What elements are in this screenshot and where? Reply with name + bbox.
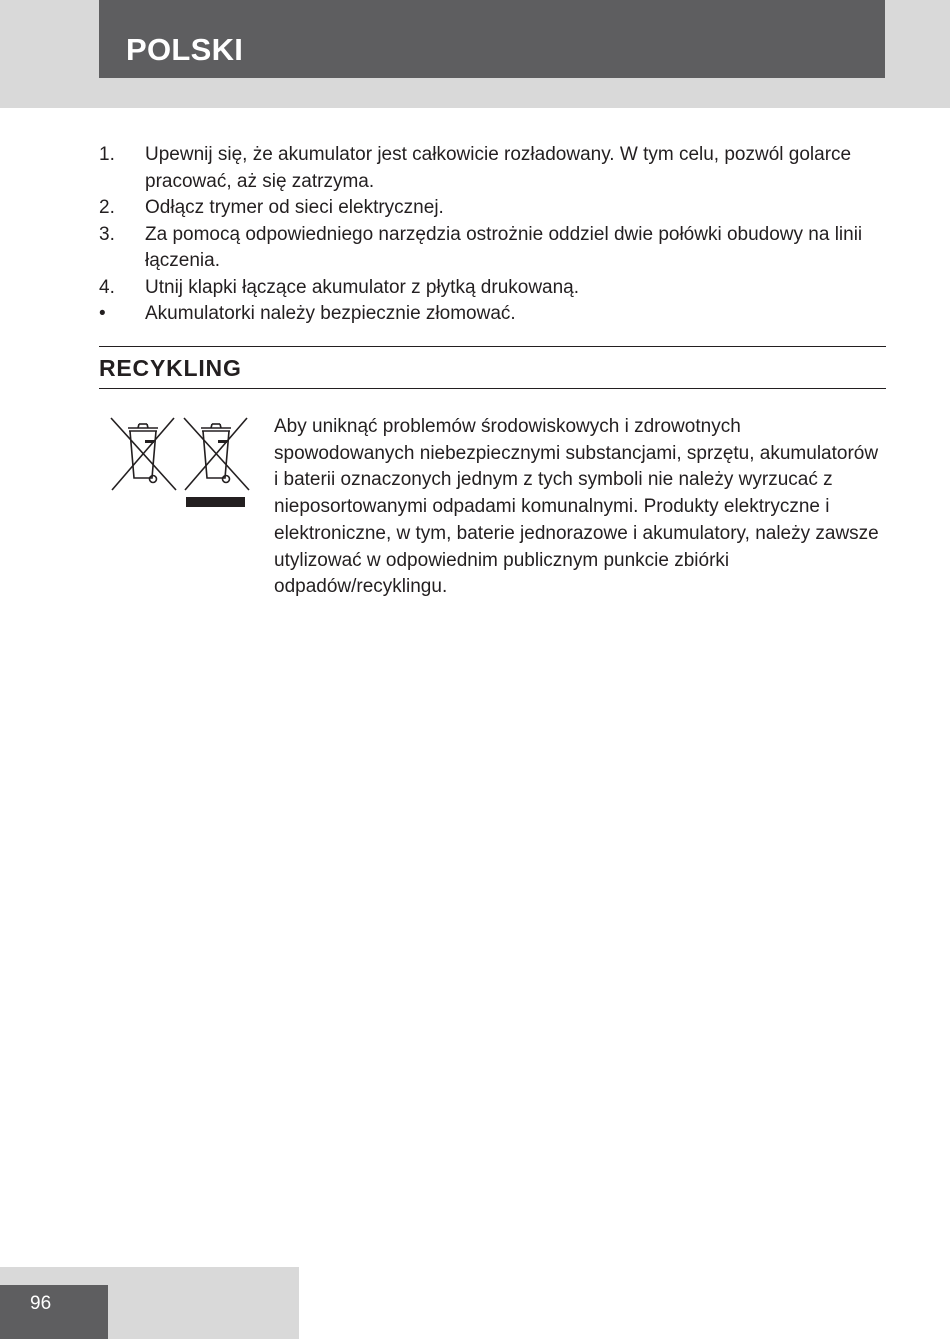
list-item [99, 195, 879, 222]
list-item [99, 222, 879, 275]
step-text: Odłącz trymer od sieci elektrycznej. [145, 197, 444, 218]
section-divider-bottom [99, 388, 886, 389]
step-marker: 4. [99, 276, 115, 298]
list-item [99, 275, 879, 302]
page-number-box [0, 1285, 108, 1339]
step-text: Upewnij się, że akumulator jest całkowicie rozładowany. W tym celu, pozwól golarce pracować, aż się zatrzyma. [145, 144, 852, 192]
bullet-marker: • [99, 303, 106, 324]
step-text: Akumulatorki należy bezpiecznie złomować. [145, 303, 516, 324]
page-number: 96 [30, 1293, 52, 1314]
step-text: Utnij klapki łączące akumulator z płytką drukowaną. [145, 276, 580, 298]
recycling-heading: RECYKLING [99, 355, 242, 381]
crossed-out-wheelie-bin-with-bar-icon [184, 418, 249, 507]
recycling-paragraph: Aby uniknąć problemów środowiskowych i zdrowotnych spowodowanych niebezpiecznymi substancjami, sprzętu, akumulatorów i baterii oznaczonych jednym z tych symboli nie należy wyrzucać z nieposortowanymi odpadami komunalnymi. Produkty elektryczne i elektroniczne, w tym, baterie jednorazowe i akumulatory, należy zawsze utylizować w odpowiednim publicznym punkcie zbiórki odpadów/recyklingu. [274, 416, 879, 598]
step-marker: 2. [99, 197, 115, 218]
section-divider-top [99, 346, 886, 347]
language-title: POLSKI [126, 32, 244, 67]
language-tab [99, 0, 885, 78]
step-text: Za pomocą odpowiedniego narzędzia ostrożnie oddziel dwie połówki obudowy na linii łączenia. [145, 223, 863, 271]
step-marker: 3. [99, 223, 115, 245]
weee-symbols [108, 416, 250, 510]
disposal-steps-list [99, 142, 879, 328]
crossed-out-wheelie-bin-icon [111, 418, 176, 490]
list-item [99, 301, 879, 328]
step-marker: 1. [99, 144, 115, 165]
list-item [99, 142, 879, 195]
